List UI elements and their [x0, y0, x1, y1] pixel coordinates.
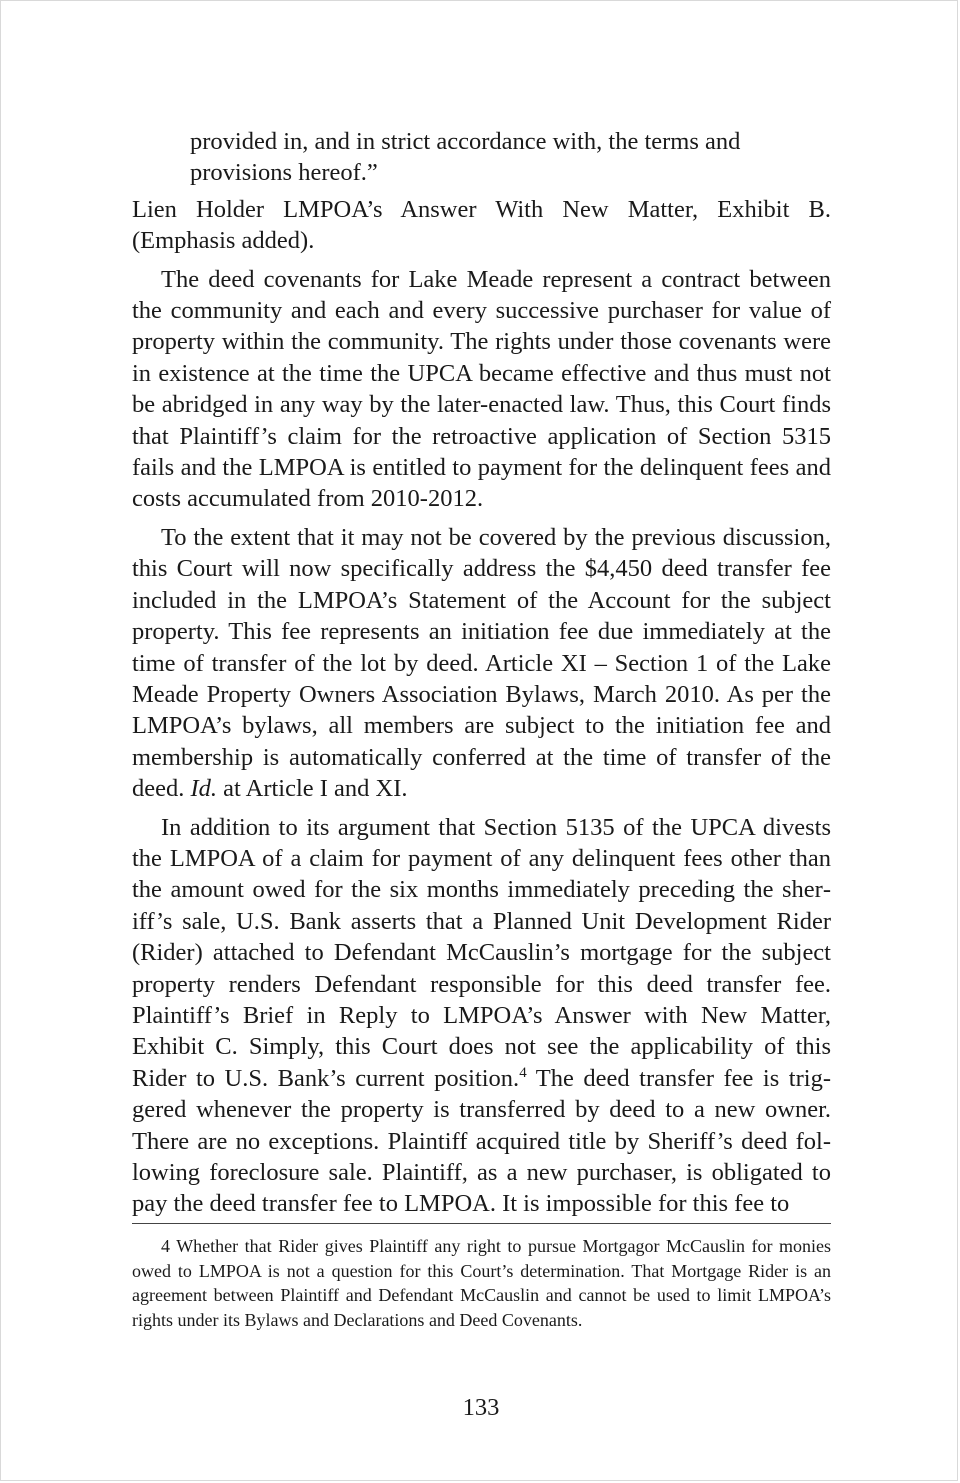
quote-line-1: provided in, and in strict accordance with, the terms and: [190, 128, 741, 155]
paragraph-3-end: The deed transfer fee is triggered whenever the property is transferred by deed to a new owner. There are no exceptions. Plaintiff acquired title by Sheriff’s deed following foreclosure sale. Plaintiff, as a new purchaser, is obligated to pay the deed transfer fee to LMPOA. It is impossible for this fee to: [132, 1064, 831, 1218]
paragraph-2-end: at Article I and XI.: [217, 775, 408, 803]
paragraph-1: The deed covenants for Lake Meade represent a contract between the community and each and every successive purchaser for value of property within the community. The rights under those covenants were in existence at the time the UPCA became effective and thus must not be abridged in any way by the later-enacted law. Thus, this Court finds that Plaintiff’s claim for the retroactive application of Section 5315 fails and the LMPOA is entitled to payment for the delinquent fees and costs accumulated from 2010-2012.: [132, 265, 831, 513]
citation: Lien Holder LMPOA’s Answer With New Matter, Exhibit B. (Emphasis added).: [132, 195, 831, 255]
page-number: 133: [462, 1394, 500, 1421]
paragraph-2-text: To the extent that it may not be covered by the previous discussion, this Court will now specifically address the $4,450 deed transfer fee included in the LMPOA’s Statement of the Account for the subject property. This fee represents an initiation fee due immediately at the time of transfer of the lot by deed. Article XI – Section 1 of the Lake Meade Property Owners Association Bylaws, March 2010. As per the LMPOA’s bylaws, all members are subject to the initiation fee and membership is automatically conferred at the time of transfer of the deed.: [132, 523, 831, 803]
paragraph-2: [132, 522, 831, 805]
footnote-text: Whether that Rider gives Plaintiff any right to pursue Mortgagor McCauslin for monies owed to LMPOA is not a question for this Court’s determination. That Mortgage Rider is an agreement between Plaintiff and Defendant McCauslin and cannot be used to limit LMPOA’s rights under its Bylaws and Declarations and Deed Covenants.: [132, 1236, 831, 1330]
footnote-number: 4: [161, 1236, 170, 1256]
block-quote: [190, 126, 831, 189]
footnote: [132, 1234, 831, 1332]
footnote-reference[interactable]: 4: [519, 1064, 527, 1081]
paragraph-3: [132, 812, 831, 1220]
body-text: [132, 126, 831, 1220]
footnote-divider: [132, 1223, 831, 1224]
id-citation: Id.: [190, 775, 218, 803]
paragraph-3-text: In addition to its argument that Section 5135 of the UPCA divests the LMPOA of a claim for payment of any delinquent fees other than the amount owed for the six months immediately preceding the sheriff’s sale, U.S. Bank asserts that a Planned Unit Development Rider (Rider) attached to Defendant McCauslin’s mortgage for the subject property renders Defendant responsible for this deed transfer fee. Plaintiff’s Brief in Reply to LMPOA’s Answer with New Matter, Exhibit C. Simply, this Court does not see the applicability of this Rider to U.S. Bank’s current position.: [132, 813, 831, 1092]
quote-line-2: provisions hereof.”: [190, 159, 378, 187]
